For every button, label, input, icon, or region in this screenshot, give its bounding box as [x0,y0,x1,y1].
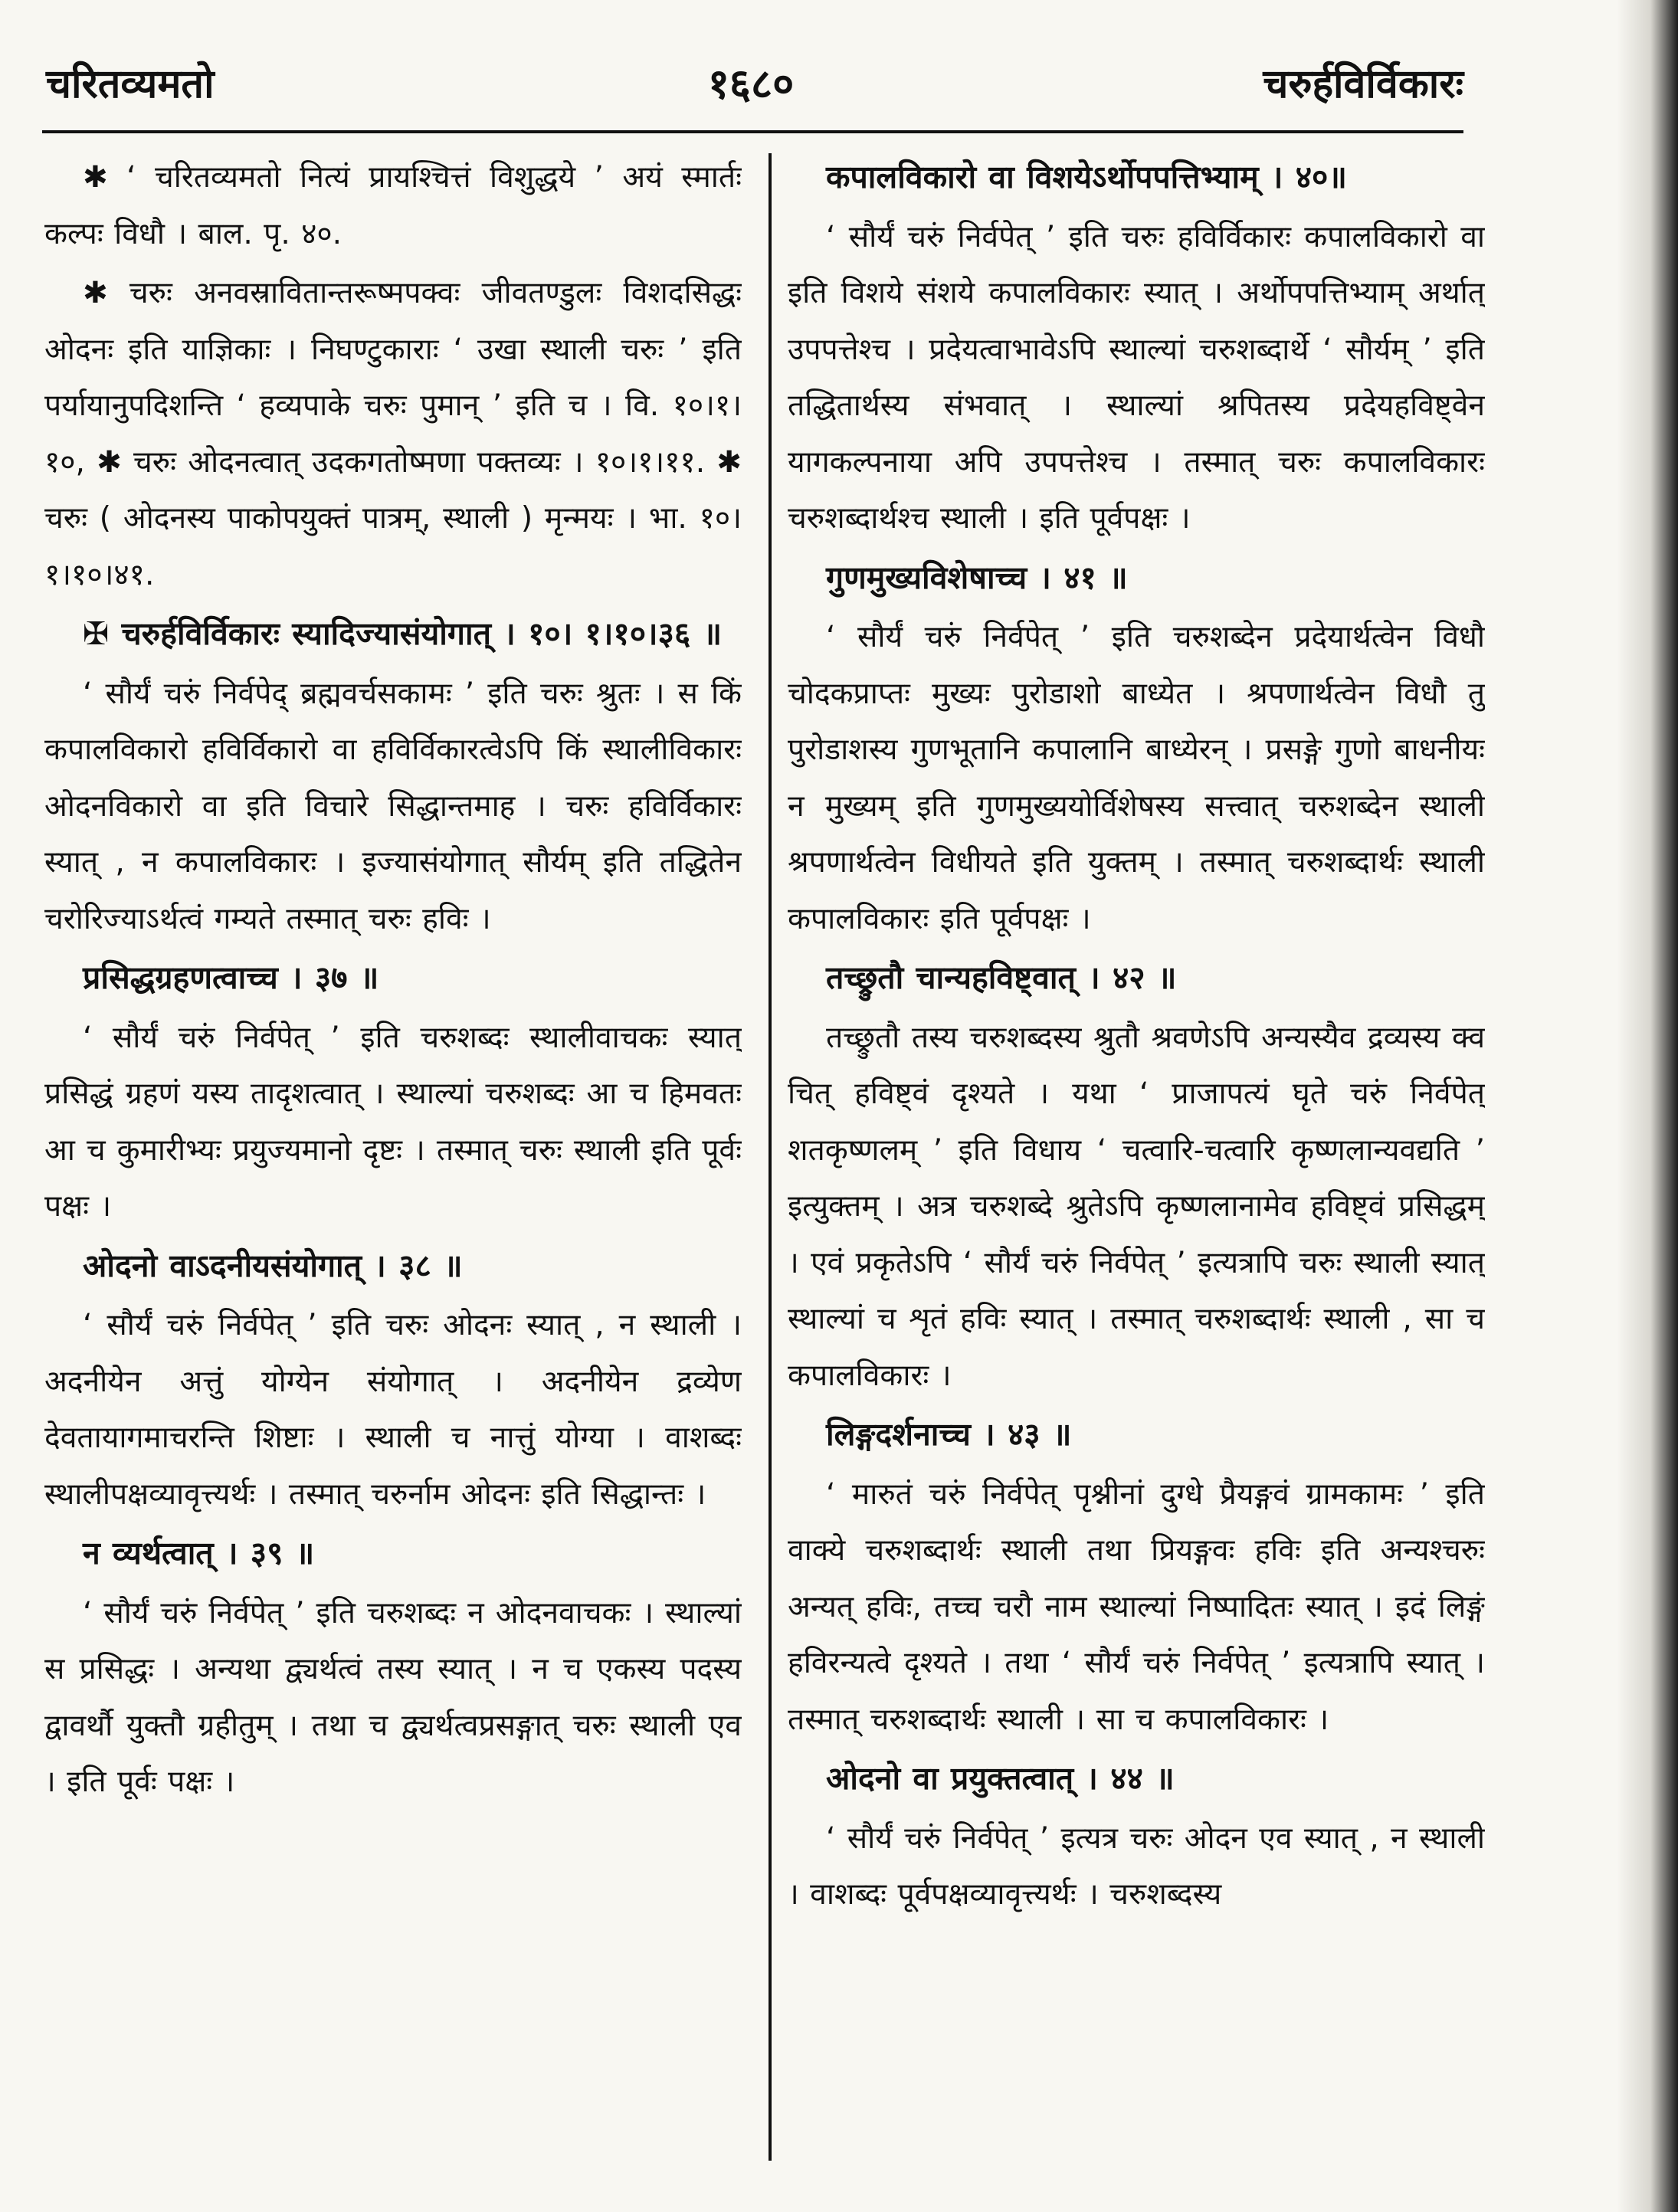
sutra-heading: ओदनो वाऽदनीयसंयोगात् । ३८ ॥ [83,1247,463,1284]
commentary-paragraph: ‘ सौर्यं चरुं निर्वपेद् ब्रह्मवर्चसकामः ’ इति चरुः श्रुतः । स किं कपालविकारो हविर्विकारो वा हविर्विकारत्वेऽपि किं स्थालीविकारः ओदनविकारो वा इति विचारे सिद्धान्तमाह । चरुः हविर्विकारः स्यात् , न कपालविकारः । इज्यासंयोगात् सौर्यम् इति तद्धितेन चरोरिज्याऽर्थत्वं गम्यते तस्मात् चरुः हविः । [44,676,742,936]
right-column [788,149,1485,2172]
running-head-left: चरितव्यमतो [46,61,215,107]
left-column [44,149,742,2172]
commentary-paragraph: ‘ सौर्यं चरुं निर्वपेत् ’ इति चरुशब्दः न ओदनवाचकः । स्थाल्यां स प्रसिद्धः । अन्यथा द्व्यर्थत्वं तस्य स्यात् । न च एकस्य पदस्य द्वावर्थौ युक्तौ ग्रहीतुम् । तथा च द्व्यर्थत्वप्रसङ्गात् चरुः स्थाली एव । इति पूर्वः पक्षः । [44,1595,742,1799]
entry-paragraph: ✱ चरुः अनवस्रावितान्तरूष्मपक्वः जीवतण्डुलः विशदसिद्धः ओदनः इति याज्ञिकाः । निघण्टुकाराः ‘ उखा स्थाली चरुः ’ इति पर्यायानुपदिशन्ति ‘ हव्यपाके चरुः पुमान् ’ इति च । वि. १०।१।१०, ✱ चरुः ओदनत्वात् उदकगतोष्मणा पक्तव्यः । १०।१।११. ✱ चरुः ( ओदनस्य पाकोपयुक्तं पात्रम्, स्थाली ) मृन्मयः । भा. १०।१।१०।४१. [44,276,742,592]
sutra-heading: लिङ्गदर्शनाच्च । ४३ ॥ [826,1416,1072,1453]
commentary-paragraph: ‘ सौर्यं चरुं निर्वपेत् ’ इति चरुः हविर्विकारः कपालविकारो वा इति विशये संशये कपालविकारः स्यात् । अर्थोपपत्तिभ्याम् अर्थात् उपपत्तेश्च । प्रदेयत्वाभावेऽपि स्थाल्यां चरुशब्दार्थे ‘ सौर्यम् ’ इति तद्धितार्थस्य संभवात् । स्थाल्यां श्रपितस्य प्रदेयहविष्ट्वेन यागकल्पनाया अपि उपपत्तेश्च । तस्मात् चरुः कपालविकारः चरुशब्दार्थश्च स्थाली । इति पूर्वपक्षः । [788,219,1485,536]
commentary-paragraph: ‘ सौर्यं चरुं निर्वपेत् ’ इत्यत्र चरुः ओदन एव स्यात् , न स्थाली । वाशब्दः पूर्वपक्षव्यावृत्त्यर्थः । चरुशब्दस्य [788,1820,1485,1912]
sutra-heading: न व्यर्थत्वात् । ३९ ॥ [83,1535,315,1571]
commentary-paragraph: ‘ सौर्यं चरुं निर्वपेत् ’ इति चरुशब्देन प्रदेयार्थत्वेन विधौ चोदकप्राप्तः मुख्यः पुरोडाशो बाध्येत । श्रपणार्थत्वेन विधौ तु पुरोडाशस्य गुणभूतानि कपालानि बाध्येरन् । प्रसङ्गे गुणो बाधनीयः न मुख्यम् इति गुणमुख्ययोर्विशेषस्य सत्त्वात् चरुशब्देन स्थाली श्रपणार्थत्वेन विधीयते इति युक्तम् । तस्मात् चरुशब्दार्थः स्थाली कपालविकारः इति पूर्वपक्षः । [788,620,1485,936]
column-divider [769,153,772,2161]
page-number: १६८० [707,60,795,108]
commentary-paragraph: ‘ सौर्यं चरुं निर्वपेत् ’ इति चरुः ओदनः स्यात् , न स्थाली । अदनीयेन अत्तुं योग्येन संयोगात् । अदनीयेन द्रव्येण देवतायागमाचरन्ति शिष्टाः । स्थाली च नात्तुं योग्या । वाशब्दः स्थालीपक्षव्यावृत्त्यर्थः । तस्मात् चरुर्नाम ओदनः इति सिद्धान्तः । [44,1308,742,1512]
sutra-heading: ओदनो वा प्रयुक्तत्वात् । ४४ ॥ [826,1760,1175,1797]
sutra-heading: तच्छ्रुतौ चान्यहविष्ट्वात् । ४२ ॥ [826,959,1177,996]
commentary-paragraph: ‘ सौर्यं चरुं निर्वपेत् ’ इति चरुशब्दः स्थालीवाचकः स्यात् प्रसिद्धं ग्रहणं यस्य तादृशत्वात् । स्थाल्यां चरुशब्दः आ च हिमवतः आ च कुमारीभ्यः प्रयुज्यमानो दृष्टः । तस्मात् चरुः स्थाली इति पूर्वः पक्षः । [44,1020,742,1224]
sutra-heading: ✠ चरुर्हविर्विकारः स्यादिज्यासंयोगात् । १०। १।१०।३६ ॥ [83,615,723,652]
page-binding-edge [1617,0,1678,2212]
running-head-right: चरुर्हविर्विकारः [1263,61,1463,107]
sutra-heading: गुणमुख्यविशेषाच्च । ४१ ॥ [826,559,1128,596]
commentary-paragraph: ‘ मारुतं चरुं निर्वपेत् पृश्नीनां दुग्धे प्रैयङ्गवं ग्रामकामः ’ इति वाक्ये चरुशब्दार्थः स्थाली तथा प्रियङ्गवः हविः इति अन्यश्चरुः अन्यत् हविः, तच्च चरौ नाम स्थाल्यां निष्पादितः स्यात् । इदं लिङ्गं हविरन्यत्वे दृश्यते । तथा ‘ सौर्यं चरुं निर्वपेत् ’ इत्यत्रापि स्यात् । तस्मात् चरुशब्दार्थः स्थाली । सा च कपालविकारः । [788,1476,1485,1737]
entry-paragraph: ✱ ‘ चरितव्यमतो नित्यं प्रायश्चित्तं विशुद्धये ’ अयं स्मार्तः कल्पः विधौ । बाल. पृ. ४०. [44,160,742,251]
header-rule [42,130,1463,133]
commentary-paragraph: तच्छ्रुतौ तस्य चरुशब्दस्य श्रुतौ श्रवणेऽपि अन्यस्यैव द्रव्यस्य क्व चित् हविष्ट्वं दृश्यते । यथा ‘ प्राजापत्यं घृते चरुं निर्वपेत् शतकृष्णलम् ’ इति विधाय ‘ चत्वारि-चत्वारि कृष्णलान्यवद्यति ’ इत्युक्तम् । अत्र चरुशब्दे श्रुतेऽपि कृष्णलानामेव हविष्ट्वं प्रसिद्धम् । एवं प्रकृतेऽपि ‘ सौर्यं चरुं निर्वपेत् ’ इत्यत्रापि चरुः स्थाली स्यात् स्थाल्यां च शृतं हविः स्यात् । तस्मात् चरुशब्दार्थः स्थाली , सा च कपालविकारः । [788,1020,1485,1393]
sutra-heading: प्रसिद्धग्रहणत्वाच्च । ३७ ॥ [83,959,379,996]
sutra-heading: कपालविकारो वा विशयेऽर्थोपपत्तिभ्याम् । ४०॥ [826,159,1347,195]
page-header [46,54,1463,123]
